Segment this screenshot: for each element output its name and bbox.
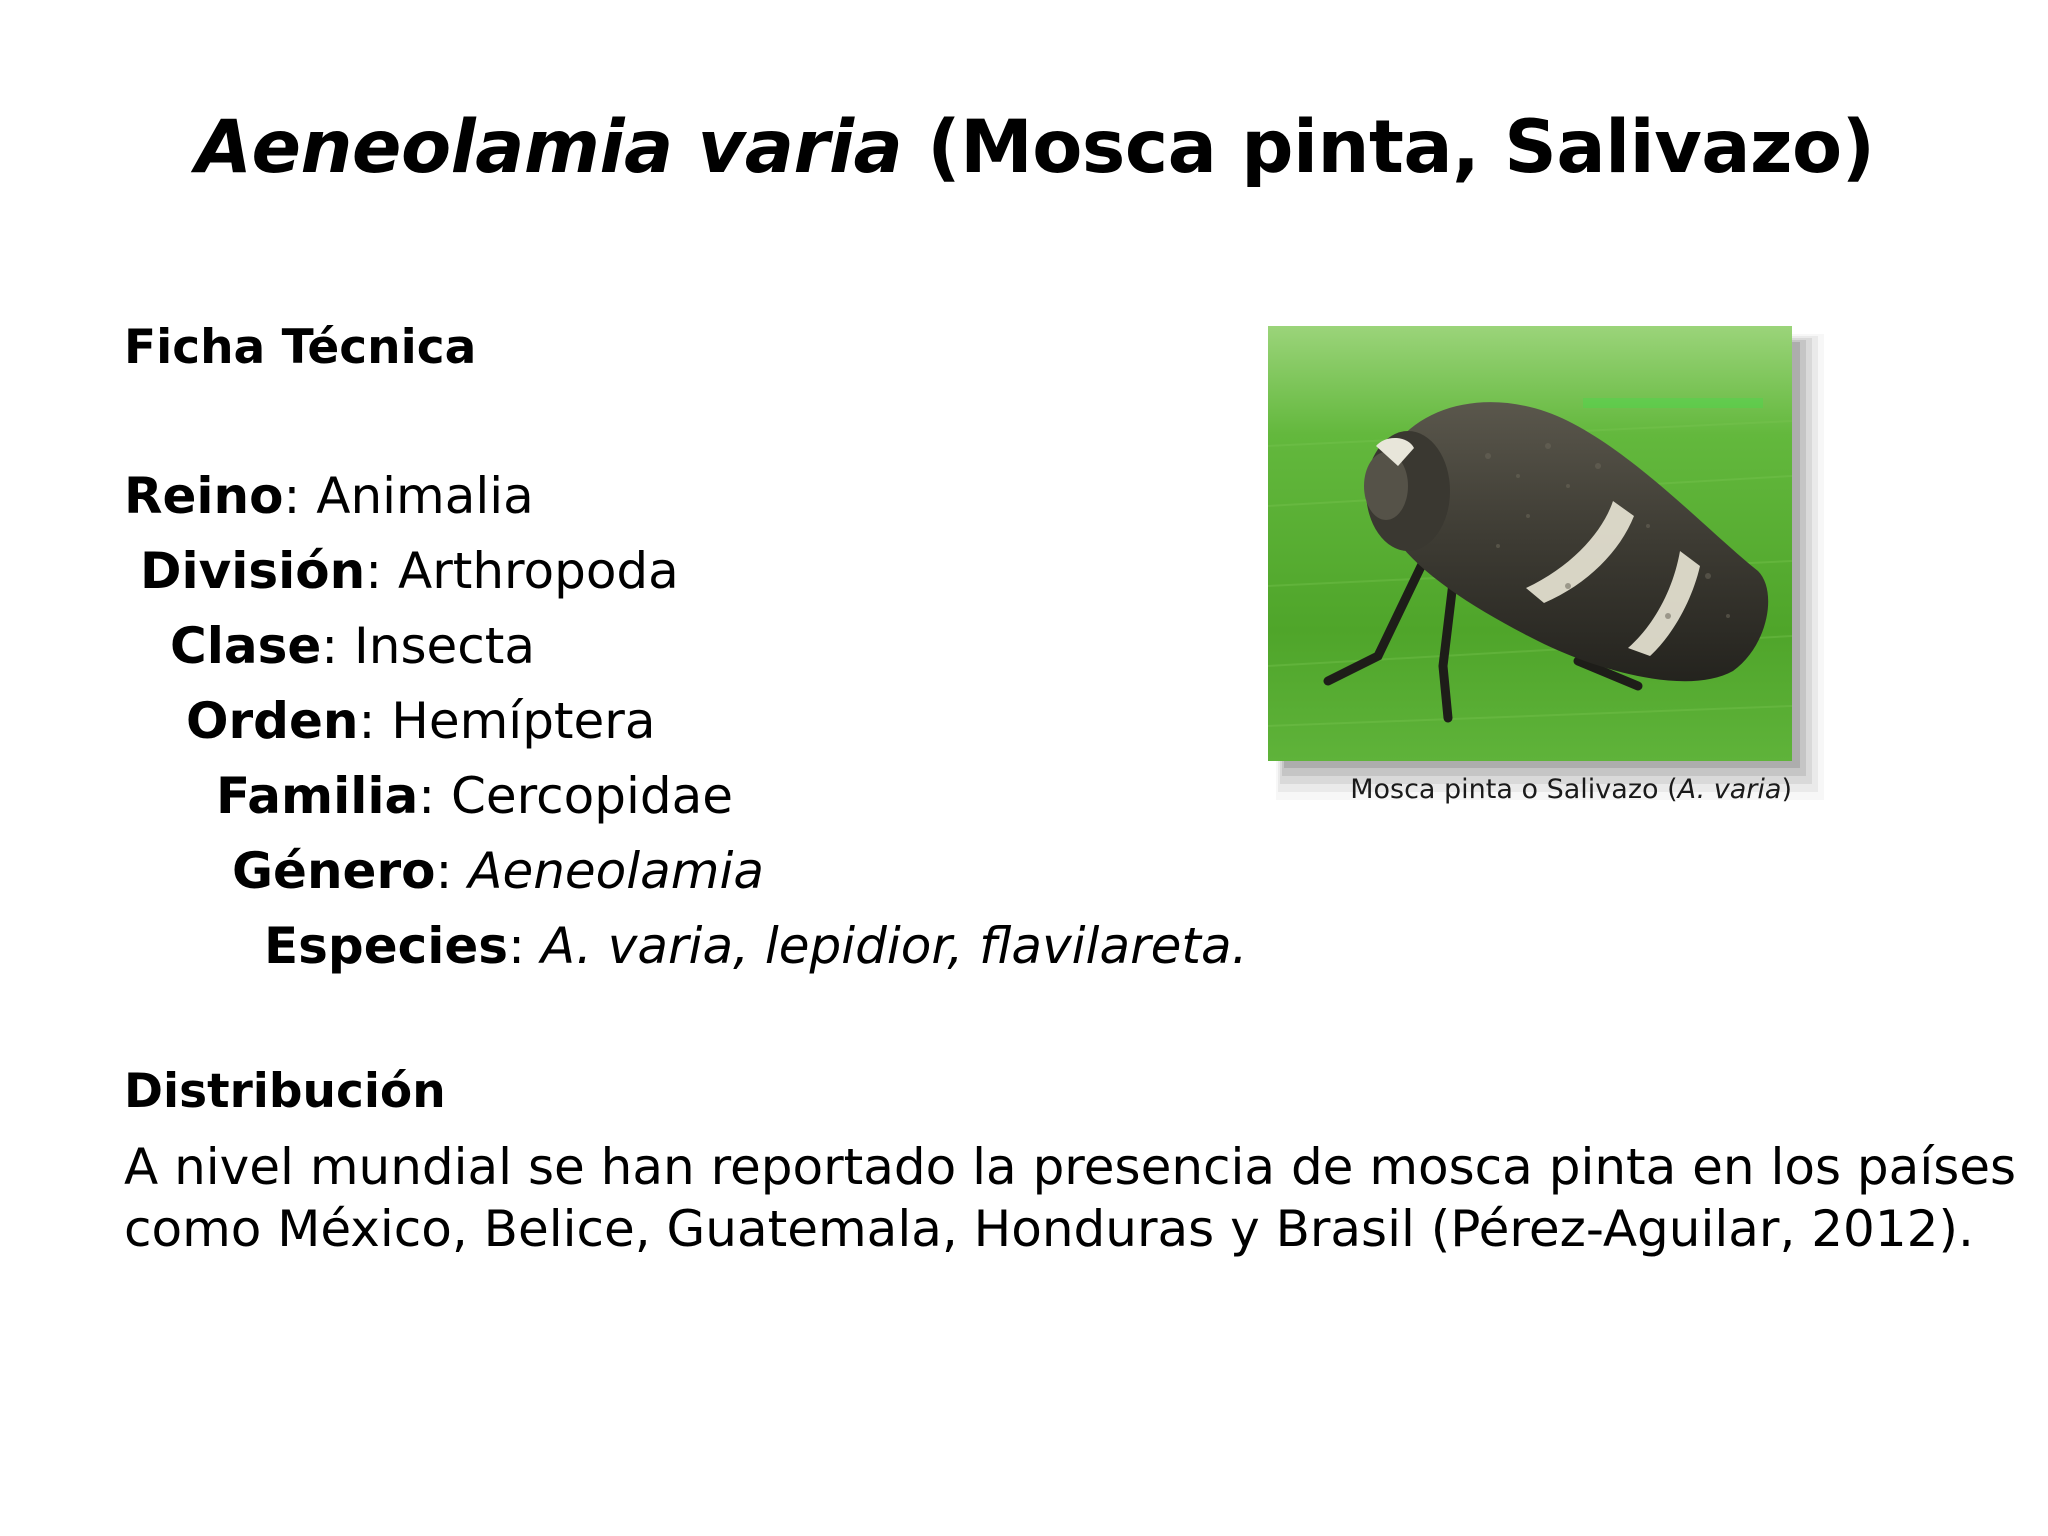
taxon-separator: : bbox=[418, 767, 436, 825]
taxon-separator: : bbox=[321, 617, 339, 675]
title-scientific-name: Aeneolamia varia bbox=[195, 105, 903, 190]
distribucion-paragraph bbox=[124, 1136, 2017, 1260]
taxon-row-reino bbox=[124, 464, 534, 528]
taxon-key: Orden bbox=[186, 692, 359, 750]
taxon-row-genero bbox=[232, 839, 764, 903]
taxon-separator: : bbox=[435, 842, 453, 900]
taxon-value: Insecta bbox=[354, 617, 535, 675]
taxon-row-division bbox=[140, 539, 679, 603]
taxon-separator: : bbox=[283, 467, 301, 525]
taxon-value: A. varia, lepidior, flavilareta. bbox=[540, 917, 1248, 975]
taxon-row-clase bbox=[170, 614, 535, 678]
ficha-heading: Ficha Técnica bbox=[124, 320, 477, 375]
taxon-key: Clase bbox=[170, 617, 322, 675]
taxon-row-orden bbox=[186, 689, 656, 753]
figure-caption bbox=[1268, 773, 1792, 807]
insect-illustration bbox=[1268, 326, 1792, 761]
taxon-key: División bbox=[140, 542, 366, 600]
taxon-key: Familia bbox=[216, 767, 419, 825]
taxon-value: Aeneolamia bbox=[468, 842, 765, 900]
slide-title bbox=[0, 98, 2048, 198]
taxon-key: Género bbox=[232, 842, 436, 900]
distribucion-heading: Distribución bbox=[124, 1064, 446, 1119]
taxon-value: Hemíptera bbox=[391, 692, 656, 750]
taxon-value: Cercopidae bbox=[451, 767, 733, 825]
insect-photo bbox=[1268, 326, 1792, 761]
taxon-value: Animalia bbox=[316, 467, 534, 525]
taxon-key: Reino bbox=[124, 467, 284, 525]
caption-prefix: Mosca pinta o Salivazo ( bbox=[1350, 774, 1678, 805]
taxon-separator: : bbox=[508, 917, 525, 975]
taxon-value: Arthropoda bbox=[398, 542, 679, 600]
taxon-separator: : bbox=[358, 692, 376, 750]
insect-figure bbox=[1268, 326, 1828, 816]
caption-scientific-name: A. varia bbox=[1677, 774, 1782, 805]
caption-suffix: ) bbox=[1781, 774, 1792, 805]
title-common-name: (Mosca pinta, Salivazo) bbox=[927, 105, 1875, 190]
distribucion-line: A nivel mundial se han reportado la presencia de mosca pinta en los países bbox=[124, 1138, 2017, 1196]
taxon-separator: : bbox=[365, 542, 383, 600]
distribucion-line: como México, Belice, Guatemala, Honduras y Brasil (Pérez-Aguilar, 2012). bbox=[124, 1200, 1974, 1258]
taxon-key: Especies bbox=[264, 917, 509, 975]
taxon-row-especies bbox=[264, 914, 1248, 978]
taxon-row-familia bbox=[216, 764, 733, 828]
